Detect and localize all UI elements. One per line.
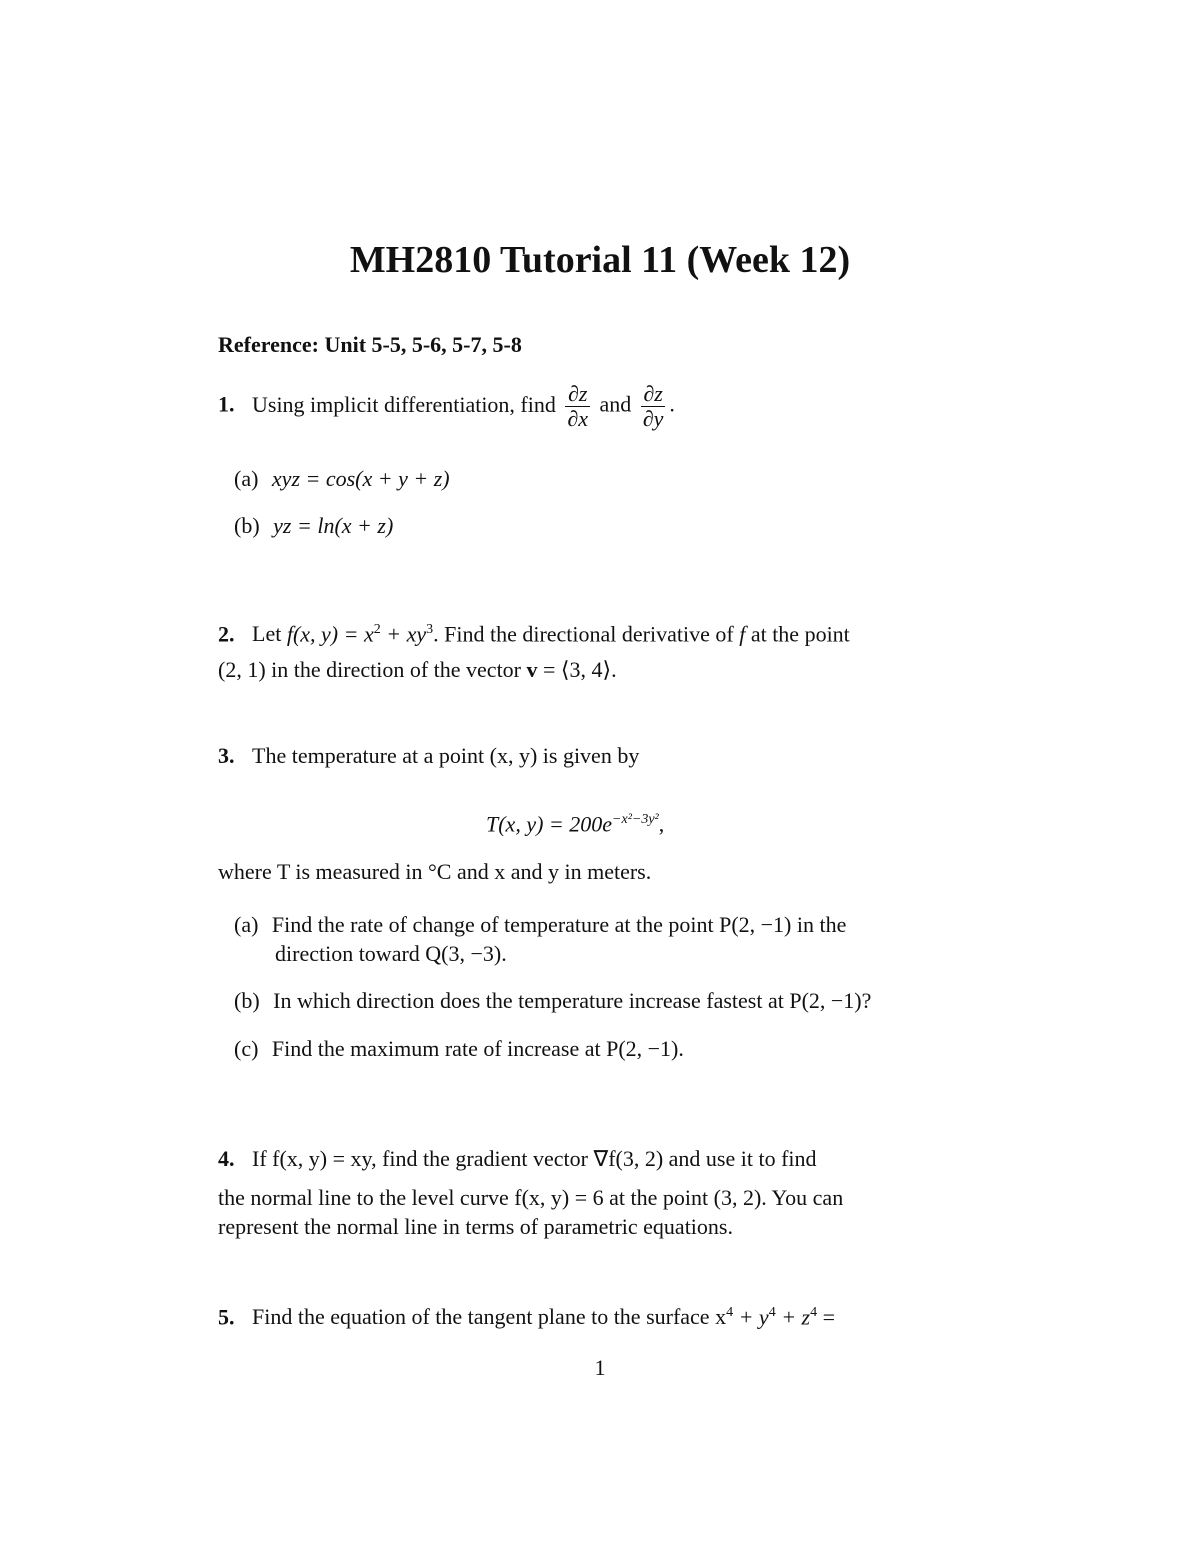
question-1b — [234, 511, 393, 541]
question-3-where: where T is measured in °C and x and y in meters. — [218, 859, 652, 884]
question-number: 5. — [218, 1304, 235, 1330]
question-text: Using implicit differentiation, find — [252, 391, 556, 417]
temperature-formula: T(x, $y) = 200e^{-x^2-3y^2}$, — [486, 811, 665, 837]
question-number: 3. — [218, 743, 235, 768]
part-label: (b) — [234, 988, 260, 1013]
part-expression: xyz = cos(x + y + z) — [271, 466, 450, 491]
question-4-line-3: represent the normal line in terms of parametric equations. — [218, 1214, 733, 1239]
question-5: 5. Find the equation of the tangent plane to the surface $x^4 + y^4 + z^4$ = — [218, 1304, 836, 1330]
question-number: 1. — [218, 391, 235, 417]
partial-z-x-fraction: $\frac{\partial z}{\partial x}$ — [567, 381, 589, 431]
question-4: 4. If f(x, y) = xy, find the gradient vector ∇f(3, 2) and use it to find — [218, 1146, 817, 1171]
page-number: 1 — [594, 1355, 606, 1380]
question-3c: (c) Find the maximum rate of increase at P(2, −1). — [234, 1036, 684, 1061]
part-expression: yz = ln(x + z) — [273, 513, 394, 538]
question-2-line-2: (2, 1) in the direction of the vector v = ⟨3, 4⟩. — [218, 657, 617, 682]
part-label: (c) — [234, 1036, 259, 1061]
question-number: 2. — [218, 621, 235, 647]
partial-z-y-fraction: $\frac{\partial z}{\partial y}$ — [642, 381, 664, 431]
part-label: (a) — [234, 912, 259, 937]
part-label: (a) — [234, 466, 259, 491]
page-title: MH2810 Tutorial 11 (Week 12) — [349, 239, 851, 281]
question-2: 2. Let f(x, $y) = x^2 + xy^3$. Find the directional derivative of f at the point — [218, 621, 850, 647]
question-3b: (b) In which direction does the temperature increase fastest at P(2, −1)? — [234, 988, 872, 1013]
question-3a: (a) Find the rate of change of temperature at the point P(2, −1) in the — [234, 912, 847, 937]
question-4-line-2: the normal line to the level curve f(x, y) = 6 at the point (3, 2). You can — [218, 1185, 844, 1210]
question-number: 4. — [218, 1146, 235, 1171]
question-3 — [218, 741, 639, 771]
question-text: The temperature at a point (x, y) is given by — [252, 743, 640, 768]
part-label: (b) — [234, 513, 260, 538]
question-1: 1. Using implicit differentiation, find $\frac{\partial z}{\partial x}$ and $\frac{\partial z}{\partial y}$ . — [218, 381, 675, 431]
reference-line: Reference: Unit 5-5, 5-6, 5-7, 5-8 — [218, 332, 522, 357]
question-1a — [234, 464, 450, 494]
question-3a-line-2: direction toward Q(3, −3). — [275, 941, 507, 966]
